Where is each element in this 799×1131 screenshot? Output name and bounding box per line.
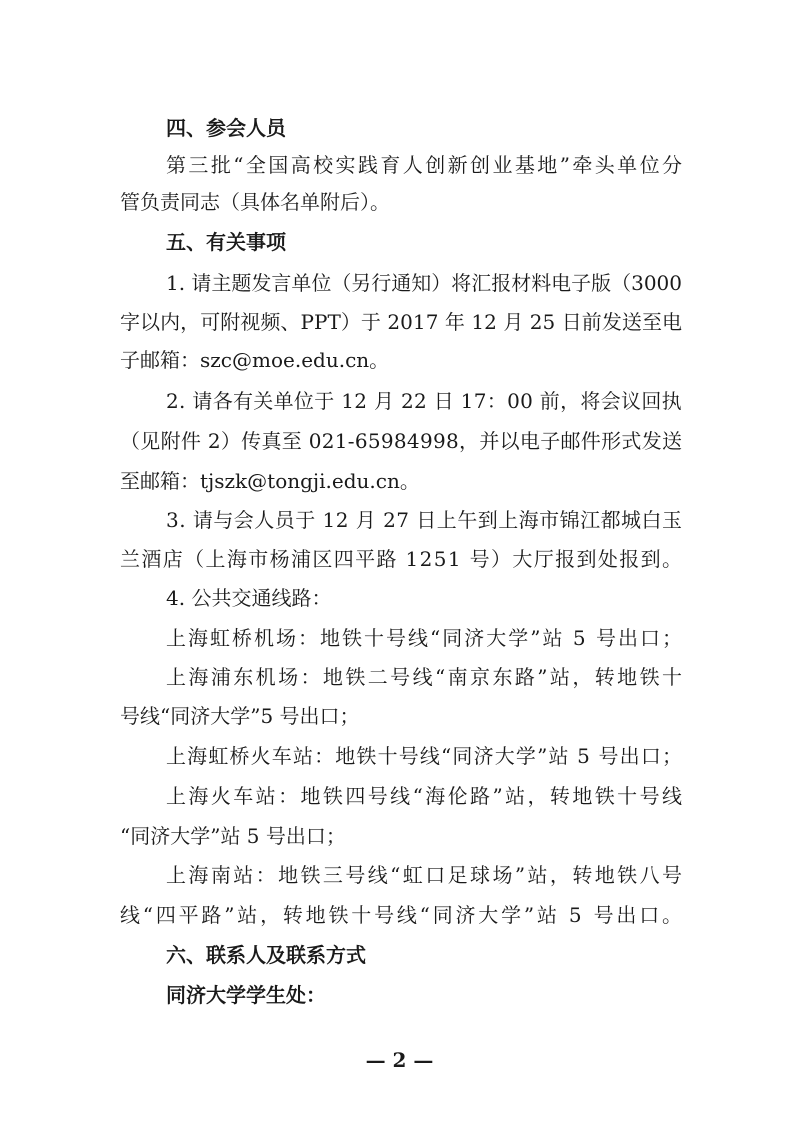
transit-route-pudong-airport: 上海浦东机场：地铁二号线“南京东路”站，转地铁十 (166, 665, 685, 689)
paragraph-line-transit-heading: 4. 公共交通线路： (166, 586, 332, 610)
transit-route-hongqiao-station: 上海虹桥火车站：地铁十号线“同济大学”站 5 号出口； (166, 744, 684, 768)
paragraph-line: 第三批“全国高校实践育人创新创业基地”牵头单位分 (166, 153, 685, 177)
transit-route-shanghai-station: 上海火车站：地铁四号线“海伦路”站，转地铁十号线 (166, 784, 685, 808)
paragraph-line-email: 子邮箱：szc@moe.edu.cn。 (120, 348, 390, 372)
section-heading-attendees: 四、参会人员 (166, 116, 286, 140)
transit-route-pudong-airport-cont: 号线“同济大学”5 号出口； (120, 704, 360, 728)
contact-org-heading: 同济大学学生处： (166, 983, 326, 1007)
paragraph-line: 3. 请与会人员于 12 月 27 日上午到上海市锦江都城白玉 (166, 508, 683, 532)
paragraph-line: 1. 请主题发言单位（另行通知）将汇报材料电子版（3000 (166, 271, 682, 295)
section-heading-matters: 五、有关事项 (166, 230, 286, 254)
paragraph-line: 管负责同志（具体名单附后）。 (120, 190, 390, 214)
transit-route-hongqiao-airport: 上海虹桥机场：地铁十号线“同济大学”站 5 号出口； (166, 626, 685, 650)
paragraph-line-fax: （见附件 2）传真至 021-65984998，并以电子邮件形式发送 (120, 429, 683, 453)
paragraph-line: 2. 请各有关单位于 12 月 22 日 17：00 前，将会议回执 (166, 389, 682, 413)
transit-route-south-station-cont: 线“四平路”站，转地铁十号线“同济大学”站 5 号出口。 (120, 903, 685, 927)
transit-route-shanghai-station-cont: “同济大学”站 5 号出口； (120, 824, 346, 848)
page-number: — 2 — (365, 1048, 434, 1072)
paragraph-line-email: 至邮箱：tjszk@tongji.edu.cn。 (120, 469, 420, 493)
section-heading-contacts: 六、联系人及联系方式 (166, 943, 366, 967)
paragraph-line: 字以内，可附视频、PPT）于 2017 年 12 月 25 日前发送至电 (120, 310, 683, 334)
paragraph-line-address: 兰酒店（上海市杨浦区四平路 1251 号）大厅报到处报到。 (120, 547, 684, 571)
transit-route-south-station: 上海南站：地铁三号线“虹口足球场”站，转地铁八号 (166, 863, 685, 887)
